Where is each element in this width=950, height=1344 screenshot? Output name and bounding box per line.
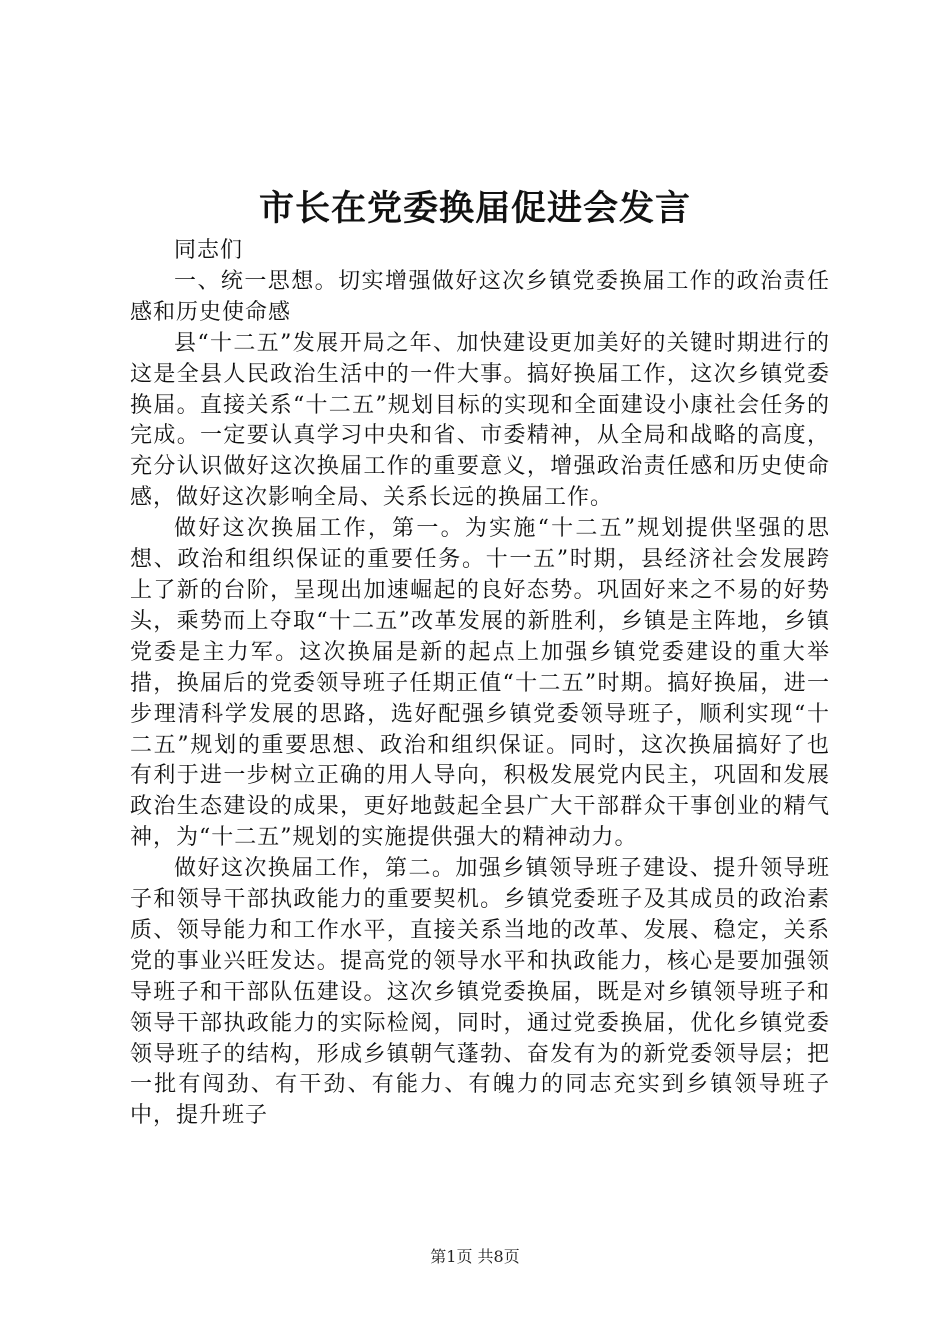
body-paragraph: 做好这次换届工作，第二。加强乡镇领导班子建设、提升领导班子和领导干部执政能力的重要契机。乡镇党委班子及其成员的政治素质、领导能力和工作水平，直接关系当地的改革、发展、稳定，关系党的事业兴旺发达。提高党的领导水平和执政能力，核心是要加强领导班子和干部队伍建设。这次乡镇党委换届，既是对乡镇领导班子和领导干部执政能力的实际检阅，同时，通过党委换届，优化乡镇党委领导班子的结构，形成乡镇朝气蓬勃、奋发有为的新党委领导层；把一批有闯劲、有干劲、有能力、有魄力的同志充实到乡镇领导班子中，提升班子 <box>130 856 830 1129</box>
salutation-paragraph: 同志们 <box>174 238 244 263</box>
page-number-footer: 第1页 共8页 <box>430 1247 520 1266</box>
body-paragraph: 县“十二五”发展开局之年、加快建设更加美好的关键时期进行的这是全县人民政治生活中的一件大事。搞好换届工作，这次乡镇党委换届。直接关系“十二五”规划目标的实现和全面建设小康社会任务的完成。一定要认真学习中央和省、市委精神，从全局和战略的高度，充分认识做好这次换届工作的重要意义，增强政治责任感和历史使命感，做好这次影响全局、关系长远的换届工作。 <box>130 330 830 511</box>
document-title: 市长在党委换届促进会发言 <box>258 188 691 229</box>
document-body <box>130 236 830 1132</box>
section-heading-paragraph: 一、统一思想。切实增强做好这次乡镇党委换届工作的政治责任感和历史使命感 <box>130 268 830 325</box>
body-paragraph: 做好这次换届工作，第一。为实施“十二五”规划提供坚强的思想、政治和组织保证的重要任务。十一五”时期，县经济社会发展跨上了新的台阶，呈现出加速崛起的良好态势。巩固好来之不易的好势头，乘势而上夺取“十二五”改革发展的新胜利，乡镇是主阵地，乡镇党委是主力军。这次换届是新的起点上加强乡镇党委建设的重大举措，换届后的党委领导班子任期正值“十二五”时期。搞好换届，进一步理清科学发展的思路，选好配强乡镇党委领导班子，顺利实现“十二五”规划的重要思想、政治和组织保证。同时，这次换届搞好了也有利于进一步树立正确的用人导向，积极发展党内民主，巩固和发展政治生态建设的成果，更好地鼓起全县广大干部群众干事创业的精气神，为“十二五”规划的实施提供强大的精神动力。 <box>130 516 830 851</box>
